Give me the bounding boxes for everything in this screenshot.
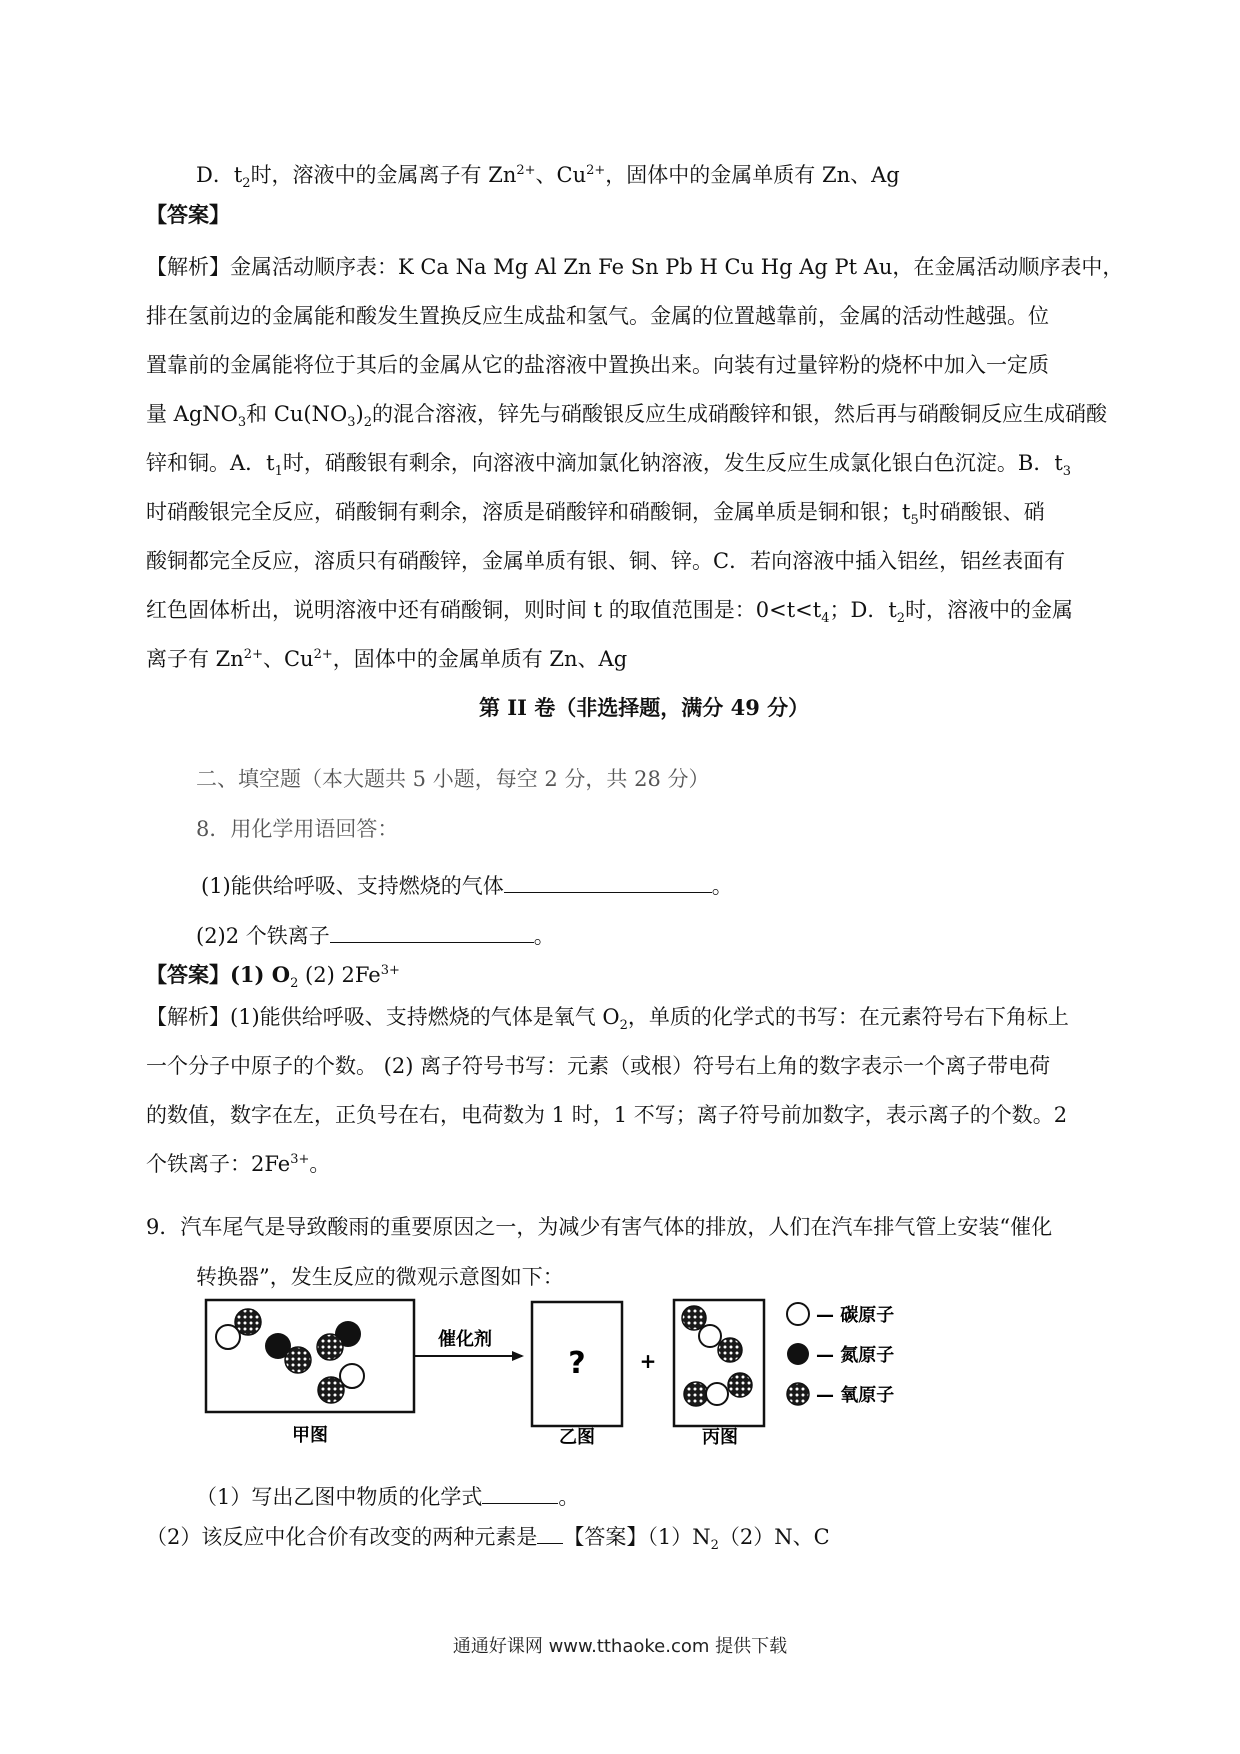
q9-part-2: （2）该反应中化合价有改变的两种元素是 【答案】$(1)N_2(2)N$、C <box>146 1525 830 1554</box>
label-yi: 乙图 <box>559 1427 595 1448</box>
carbon-atom <box>699 1325 721 1347</box>
analysis-line-9: 离子有 $Zn^{2+}$、$Cu^{2+}$，固体中的金属单质有 Zn、Ag <box>146 647 628 671</box>
legend-carbon: — 碳原子 <box>816 1305 895 1326</box>
q8-answer: 【答案】(1) $O_2$ (2) $2Fe^{3+}$ <box>146 962 400 992</box>
q9-stem-line-1: 9．汽车尾气是导致酸雨的重要原因之一，为减少有害气体的排放，人们在汽车排气管上安装“催化 <box>146 1215 1053 1239</box>
question-mark: ? <box>568 1346 586 1381</box>
analysis-line-3: 置靠前的金属能将位于其后的金属从它的盐溶液中置换出来。向装有过量锌粉的烧杯中加入一定质 <box>146 353 1049 377</box>
q8-analysis-line-1: 【解析】(1)能供给呼吸、支持燃烧的气体是氧气 $O_2$，单质的化学式的书写：在元素符号右下角标上 <box>146 1005 1069 1034</box>
q8-analysis-line-2: 一个分子中原子的个数。 (2) 离子符号书写：元素（或根）符号右上角的数字表示一个离子带电荷 <box>146 1054 1051 1078</box>
oxygen-atom <box>728 1373 752 1397</box>
label-bing: 丙图 <box>702 1427 738 1448</box>
section-title: 第 II 卷（非选择题，满分 49 分） <box>479 695 810 720</box>
analysis-line-1: 【解析】金属活动顺序表：K Ca Na Mg Al Zn Fe Sn Pb H Cu Hg Ag Pt Au，在金属活动顺序表中， <box>146 255 1124 279</box>
option-d: D．$t_2$时，溶液中的金属离子有 $Zn^{2+}$、$Cu^{2+}$，固体中的金属单质有 Zn、Ag <box>196 163 900 192</box>
q8-part-1: (1)能供给呼吸、支持燃烧的气体 。 <box>201 874 733 898</box>
legend-carbon-icon <box>787 1303 809 1325</box>
plus-sign: + <box>639 1349 657 1373</box>
reaction-diagram <box>200 1290 960 1450</box>
footer: 通通好课网 www.tthaoke.com 提供下载 <box>452 1636 788 1657</box>
legend-oxygen-icon <box>787 1383 809 1405</box>
carbon-atom <box>706 1383 728 1405</box>
oxygen-atom <box>285 1347 311 1373</box>
q8-stem: 8．用化学用语回答： <box>196 817 399 841</box>
q9-blank-2[interactable] <box>537 1523 563 1544</box>
label-jia: 甲图 <box>292 1425 328 1446</box>
oxygen-atom <box>318 1377 344 1403</box>
oxygen-atom <box>684 1382 708 1406</box>
q8-blank-1[interactable] <box>504 872 712 893</box>
analysis-line-8: 红色固体析出，说明溶液中还有硝酸铜，则时间 t 的取值范围是：$0<t<t_4$；D．$t_2$时，溶液中的金属 <box>146 598 1074 627</box>
legend-nitrogen: — 氮原子 <box>816 1345 895 1366</box>
section-heading: 二、填空题（本大题共 5 小题，每空 2 分，共 28 分） <box>196 767 710 791</box>
q8-analysis-line-4: 个铁离子：$2Fe^{3+}$。 <box>146 1152 331 1176</box>
analysis-line-2: 排在氢前边的金属能和酸发生置换反应生成盐和氢气。金属的位置越靠前，金属的活动性越强。位 <box>146 304 1049 328</box>
carbon-atom <box>340 1364 364 1388</box>
carbon-atom <box>216 1325 240 1349</box>
q8-analysis-line-3: 的数值，数字在左，正负号在右，电荷数为 1 时，1 不写；离子符号前加数字，表示离子的个数。2 <box>146 1103 1068 1127</box>
catalyst-label: 催化剂 <box>438 1329 492 1350</box>
oxygen-atom <box>317 1334 343 1360</box>
legend-oxygen: — 氧原子 <box>816 1385 895 1406</box>
oxygen-atom <box>718 1338 742 1362</box>
oxygen-atom <box>682 1306 706 1330</box>
answer-label: 【答案】 <box>146 202 230 227</box>
q9-stem-line-2: 转换器”，发生反应的微观示意图如下： <box>196 1265 564 1289</box>
analysis-line-6: 时硝酸银完全反应，硝酸铜有剩余，溶质是硝酸锌和硝酸铜，金属单质是铜和银；$t_5$时硝酸银、硝 <box>146 500 1045 529</box>
arrow-head <box>512 1351 524 1361</box>
legend-nitrogen-icon <box>787 1343 809 1365</box>
q9-blank-1[interactable] <box>482 1483 558 1504</box>
q8-blank-2[interactable] <box>330 922 534 943</box>
q9-part-1: （1）写出乙图中物质的化学式 。 <box>196 1485 580 1509</box>
analysis-line-4: 量 AgNO$_3$和 $Cu(NO_3)_2$的混合溶液，锌先与硝酸银反应生成硝酸锌和银，然后再与硝酸铜反应生成硝酸 <box>146 402 1107 431</box>
q8-part-2: (2)2 个铁离子 。 <box>196 924 555 948</box>
analysis-line-5: 锌和铜。A．$t_1$时，硝酸银有剩余，向溶液中滴加氯化钠溶液，发生反应生成氯化银白色沉淀。B．$t_3$ <box>146 451 1072 480</box>
analysis-line-7: 酸铜都完全反应，溶质只有硝酸锌，金属单质有银、铜、锌。C．若向溶液中插入铝丝，铝丝表面有 <box>146 549 1066 573</box>
